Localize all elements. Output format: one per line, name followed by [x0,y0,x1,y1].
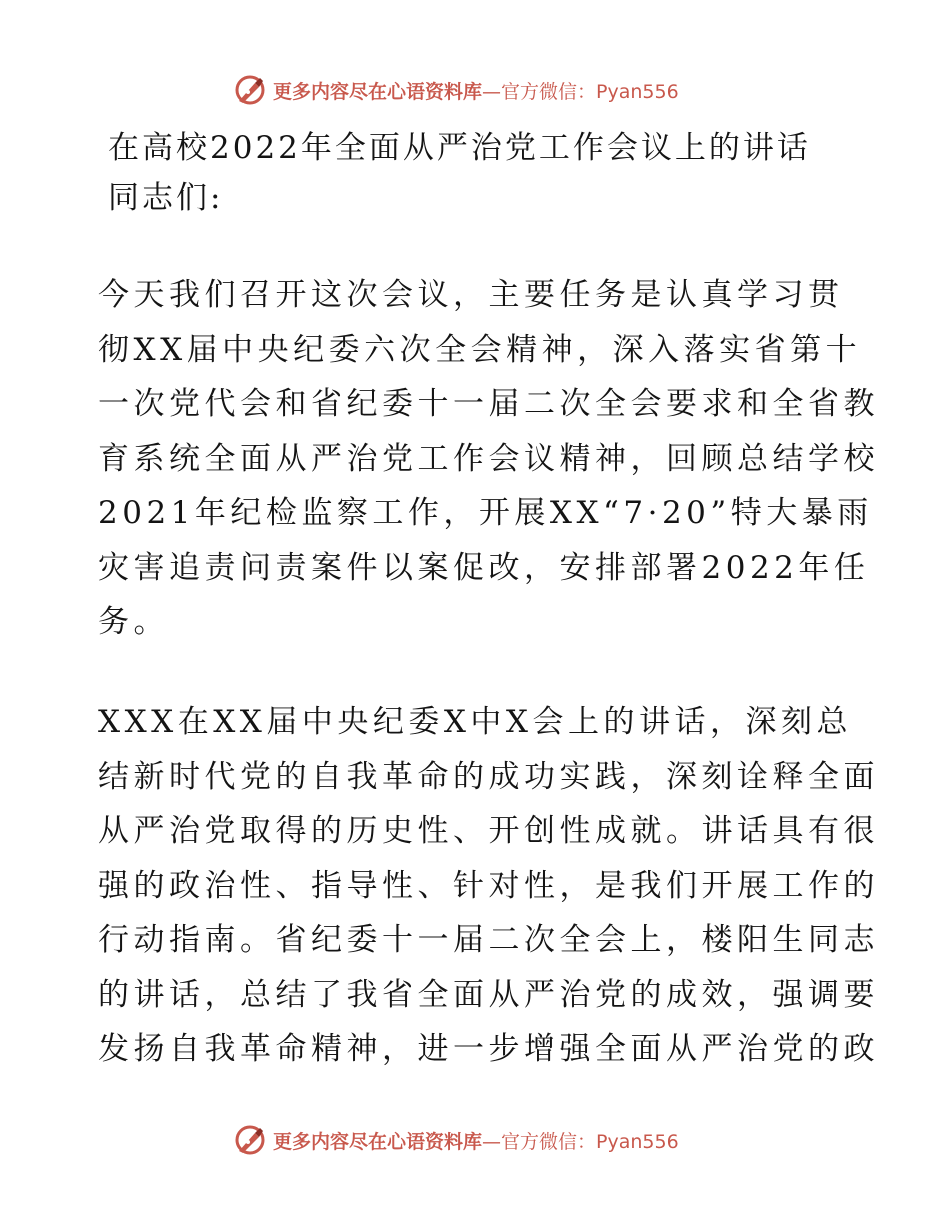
paragraph-1 [98,268,879,650]
text-line: 彻XX届中央纪委六次全会精神，深入落实省第十 [98,331,862,368]
footer-banner [233,1120,833,1160]
text-line: 结新时代党的自我革命的成功实践，深刻诠释全面 [98,758,879,795]
text-line: 从严治党取得的历史性、开创性成就。讲话具有很 [98,813,879,849]
pen-logo-icon [233,1123,267,1157]
pen-logo-icon [233,73,267,107]
banner-wechat-id: Pyan556 [596,80,679,103]
greeting: 同志们: [108,180,224,216]
text-line: 育系统全面从严治党工作会议精神，回顾总结学校 [98,440,879,477]
text-line: 行动指南。省纪委十一届二次全会上，楼阳生同志 [98,922,879,958]
banner-text [273,77,679,104]
text-line: 强的政治性、指导性、针对性，是我们开展工作的 [98,867,879,904]
banner-dash: — [482,80,502,103]
paragraph-2 [98,695,879,1077]
banner-label: 官方微信： [501,80,597,103]
header-banner [233,70,833,110]
text-line: 务。 [98,604,169,640]
banner-wechat-id: Pyan556 [596,1130,679,1153]
text-line: 今天我们召开这次会议，主要任务是认真学习贯 [98,277,844,313]
banner-dash: — [482,1130,502,1153]
text-line: 的讲话，总结了我省全面从严治党的成效，强调要 [98,976,879,1013]
text-line: 灾害追责问责案件以案促改，安排部署2022年任 [98,549,870,586]
banner-text [273,1127,679,1154]
text-line: 发扬自我革命精神，进一步增强全面从严治党的政 [98,1031,879,1067]
text-line: 2021年纪检监察工作，开展XX“7·20”特大暴雨 [98,495,873,531]
text-line: XXX在XX届中央纪委X中X会上的讲话，深刻总 [98,704,852,740]
text-line: 一次党代会和省纪委十一届二次全会要求和全省教 [98,386,879,422]
document-title: 在高校2022年全面从严治党工作会议上的讲话 [108,130,811,166]
banner-label: 官方微信： [501,1130,597,1153]
banner-main-text: 更多内容尽在心语资料库 [273,80,483,103]
banner-main-text: 更多内容尽在心语资料库 [273,1130,483,1153]
